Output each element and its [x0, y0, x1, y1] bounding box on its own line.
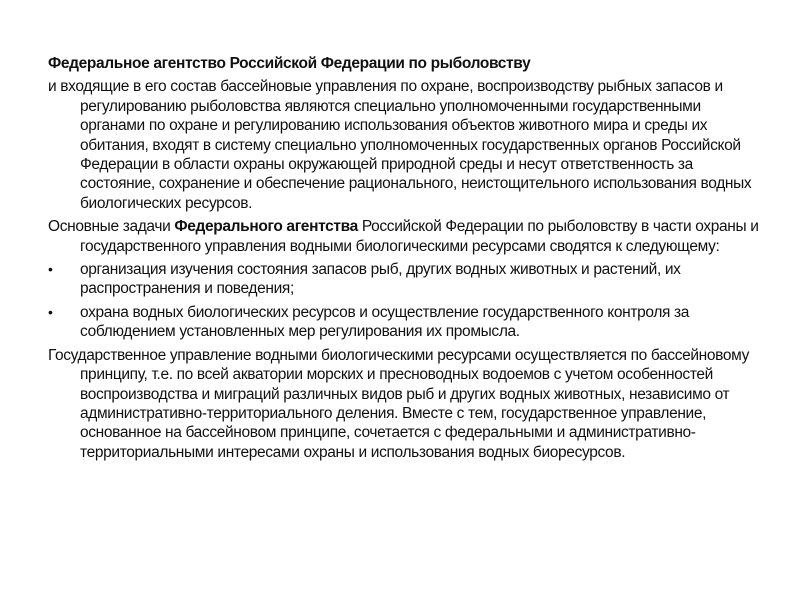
task-text: организация изучения состояния запасов рыб, других водных животных и растений, их распространения и поведения;: [80, 261, 681, 298]
task-list-item: [48, 303, 768, 342]
slide-content: [48, 54, 768, 466]
paragraph-main-tasks: [48, 217, 768, 256]
main-tasks-bold-agency: Федерального агентства: [174, 218, 358, 236]
paragraph-agency-role: и входящие в его состав бассейновые управления по охране, воспроизводству рыбных запасов и регулированию рыболовства являются специально уполномоченными государственными органами по охране и регулированию использования объектов животного мира и среды их обитания, входят в систему специально уполномоченных государственных органов Российской Федерации в области охраны окружающей природной среды и несут ответственность за состояние, сохранение и обеспечение рационального, неистощительного использования водных биологических ресурсов.: [48, 78, 752, 212]
main-tasks-prefix: Основные задачи: [48, 218, 175, 236]
task-list-item: [48, 260, 768, 299]
bullet-icon: •: [48, 303, 53, 320]
main-tasks-suffix: Российской Федерации по рыболовству в части охраны и государственного управления водными биологическими ресурсами сводятся к следующему:: [80, 218, 759, 255]
task-list: [48, 260, 768, 342]
bullet-icon: •: [48, 261, 53, 278]
task-text: охрана водных биологических ресурсов и осуществление государственного контроля за соблюдением установленных мер регулирования их промысла.: [80, 303, 690, 341]
paragraph-basin-principle: Государственное управление водными биологическими ресурсами осуществляется по бассейновому принципу, т.е. по всей акватории морских и пресноводных водоемов с учетом особенностей воспроизводства и миграций различных видов рыб и других водных животных, независимо от административно-территориального деления. Вместе с тем, государственное управление, основанное на бассейновом принципе, сочетается с федеральными и административно-территориальными интересами охраны и использования водных биоресурсов.: [48, 346, 750, 461]
document-title: Федеральное агентство Российской Федерации по рыболовству: [48, 55, 531, 72]
